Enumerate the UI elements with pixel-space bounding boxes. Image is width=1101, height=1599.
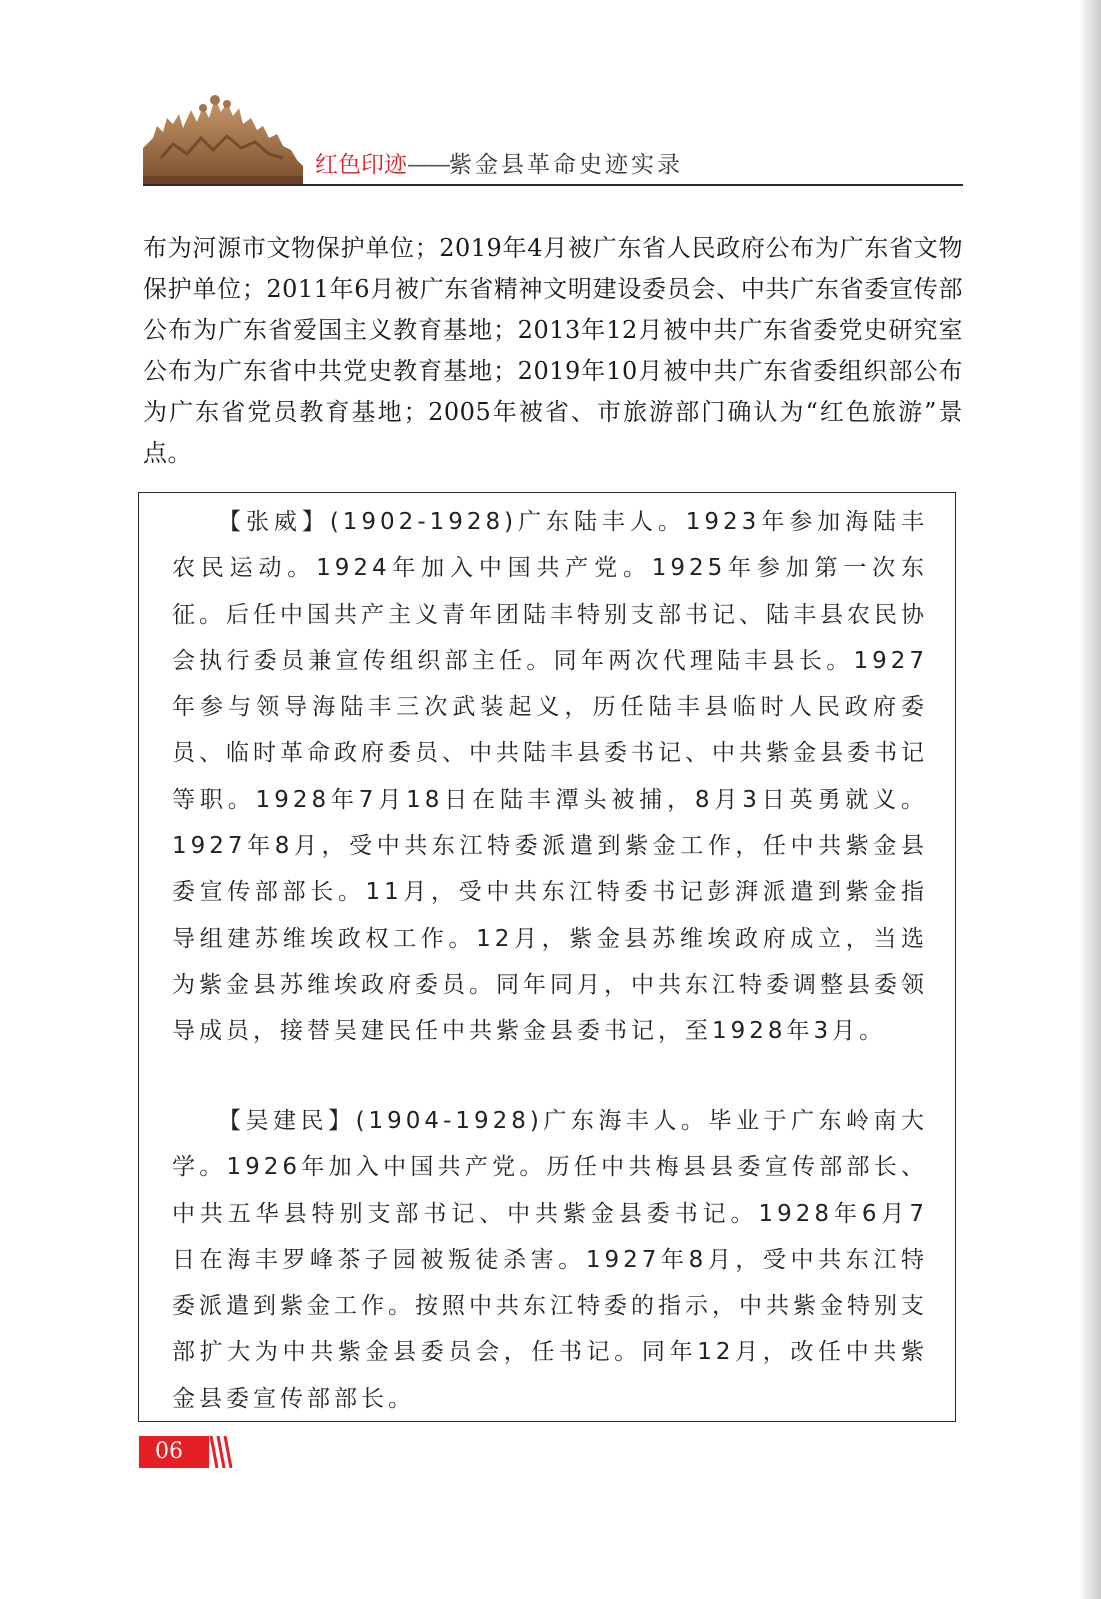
header-title xyxy=(315,146,683,179)
book-subtitle: 紫金县革命史迹实录 xyxy=(449,152,683,178)
book-title: 红色印迹 xyxy=(315,152,407,178)
page-number: 06 xyxy=(139,1436,209,1468)
title-dash: —— xyxy=(407,152,449,178)
bio-text: (1902-1928)广东陆丰人。1923年参加海陆丰农民运动。1924年加入中国共产党。1925年参加第一次东征。后任中国共产主义青年团陆丰特别支部书记、陆丰县农民协会执行委员兼宣传组织部主任。同年两次代理陆丰县长。1927年参与领导海陆丰三次武装起义，历任陆丰县临时人民政府委员、临时革命政府委员、中共陆丰县委书记、中共紫金县委书记等职。1928年7月18日在陆丰潭头被捕，8月3日英勇就义。1927年8月，受中共东江特委派遣到紫金工作，任中共紫金县委宣传部部长。11月，受中共东江特委书记彭湃派遣到紫金指导组建苏维埃政权工作。12月，紫金县苏维埃政府成立，当选为紫金县苏维埃政府委员。同年同月，中共东江特委调整县委领导成员，接替吴建民任中共紫金县委书记，至1928年3月。 xyxy=(172,509,929,1045)
bio-text: (1904-1928)广东海丰人。毕业于广东岭南大学。1926年加入中国共产党。历任中共梅县县委宣传部部长、中共五华县特别支部书记、中共紫金县委书记。1928年6月7日在海丰罗峰茶子园被叛徒杀害。1927年8月，受中共东江特委派遣到紫金工作。按照中共东江特委的指示，中共紫金特别支部扩大为中共紫金县委员会，任书记。同年12月，改任中共紫金县委宣传部部长。 xyxy=(172,1108,929,1412)
running-header xyxy=(143,88,963,192)
revolutionary-sculpture-image xyxy=(143,88,303,184)
intro-paragraph: 布为河源市文物保护单位；2019年4月被广东省人民政府公布为广东省文物保护单位；2011年6月被广东省精神文明建设委员会、中共广东省委宣传部公布为广东省爱国主义教育基地；2013年12月被中共广东省委党史研究室公布为广东省中共党史教育基地；2019年10月被中共广东省委组织部公布为广东省党员教育基地；2005年被省、市旅游部门确认为“红色旅游”景点。 xyxy=(143,234,963,467)
bio-name: 【吴建民】 xyxy=(218,1108,356,1134)
red-stripes-icon xyxy=(209,1436,239,1468)
page-edge-shadow xyxy=(1079,0,1101,1599)
bio-wu-jianmin xyxy=(172,1098,928,1422)
bio-zhang-wei xyxy=(172,499,928,1055)
bio-name: 【张威】 xyxy=(218,509,330,535)
header-rule xyxy=(143,184,963,186)
